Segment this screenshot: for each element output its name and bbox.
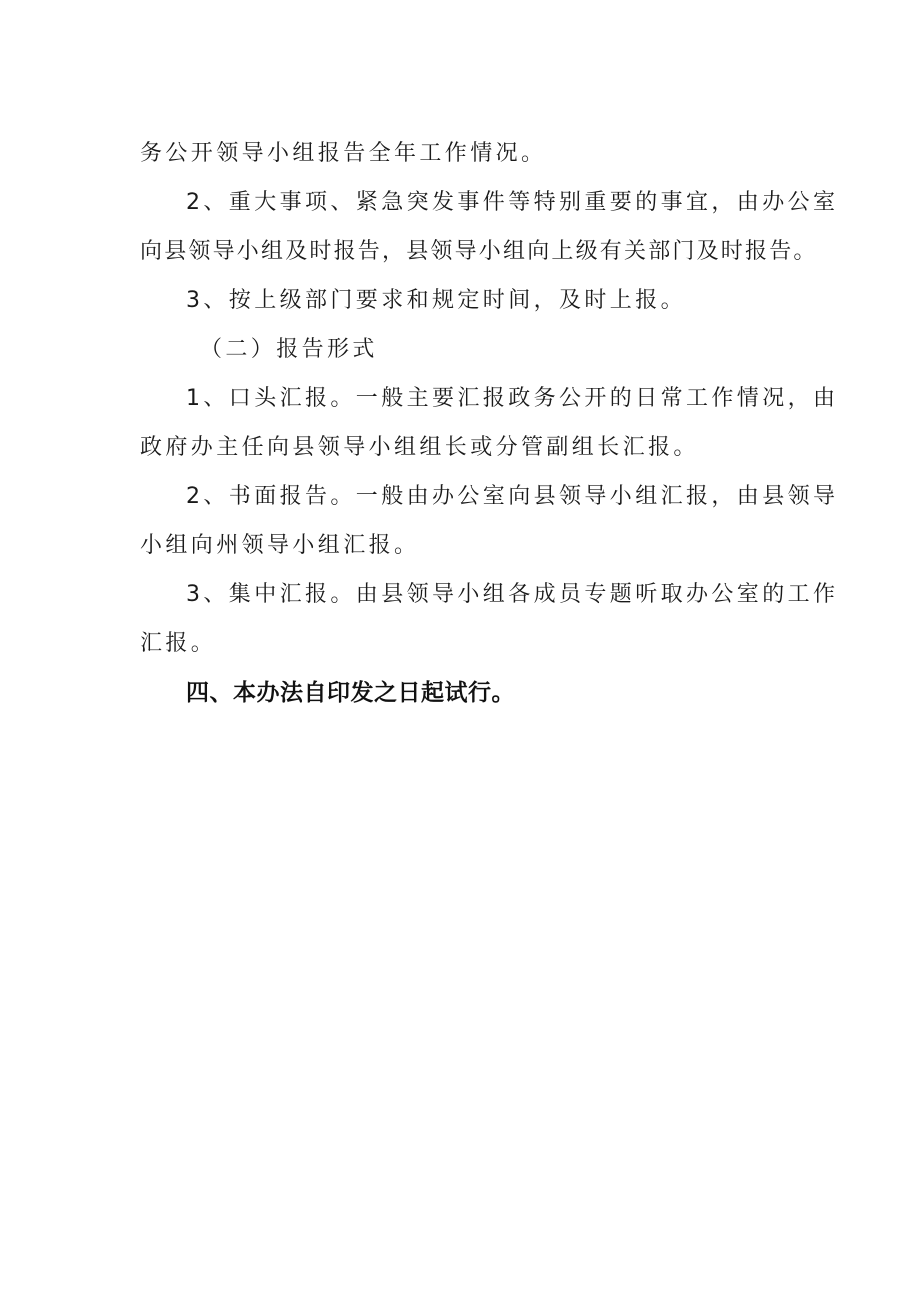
section-subheading: （二）报告形式 — [200, 337, 378, 362]
paragraph-line: 政府办主任向县领导小组组长或分管副组长汇报。 — [140, 435, 699, 460]
paragraph-line: 2、重大事项、紧急突发事件等特别重要的事宜，由办公室 — [186, 190, 839, 215]
paragraph-line: 小组向州领导小组汇报。 — [140, 533, 420, 558]
paragraph-line: 汇报。 — [140, 631, 217, 656]
paragraph-line: 3、按上级部门要求和规定时间，及时上报。 — [186, 288, 686, 313]
paragraph-line: 务公开领导小组报告全年工作情况。 — [140, 141, 547, 166]
paragraph-line: 向县领导小组及时报告，县领导小组向上级有关部门及时报告。 — [140, 239, 818, 264]
paragraph-line: 2、书面报告。一般由办公室向县领导小组汇报，由县领导 — [186, 484, 839, 509]
section-heading: 四、本办法自印发之日起试行。 — [186, 680, 515, 706]
paragraph-line: 1、口头汇报。一般主要汇报政务公开的日常工作情况，由 — [186, 386, 839, 411]
paragraph-line: 3、集中汇报。由县领导小组各成员专题听取办公室的工作 — [186, 582, 839, 607]
